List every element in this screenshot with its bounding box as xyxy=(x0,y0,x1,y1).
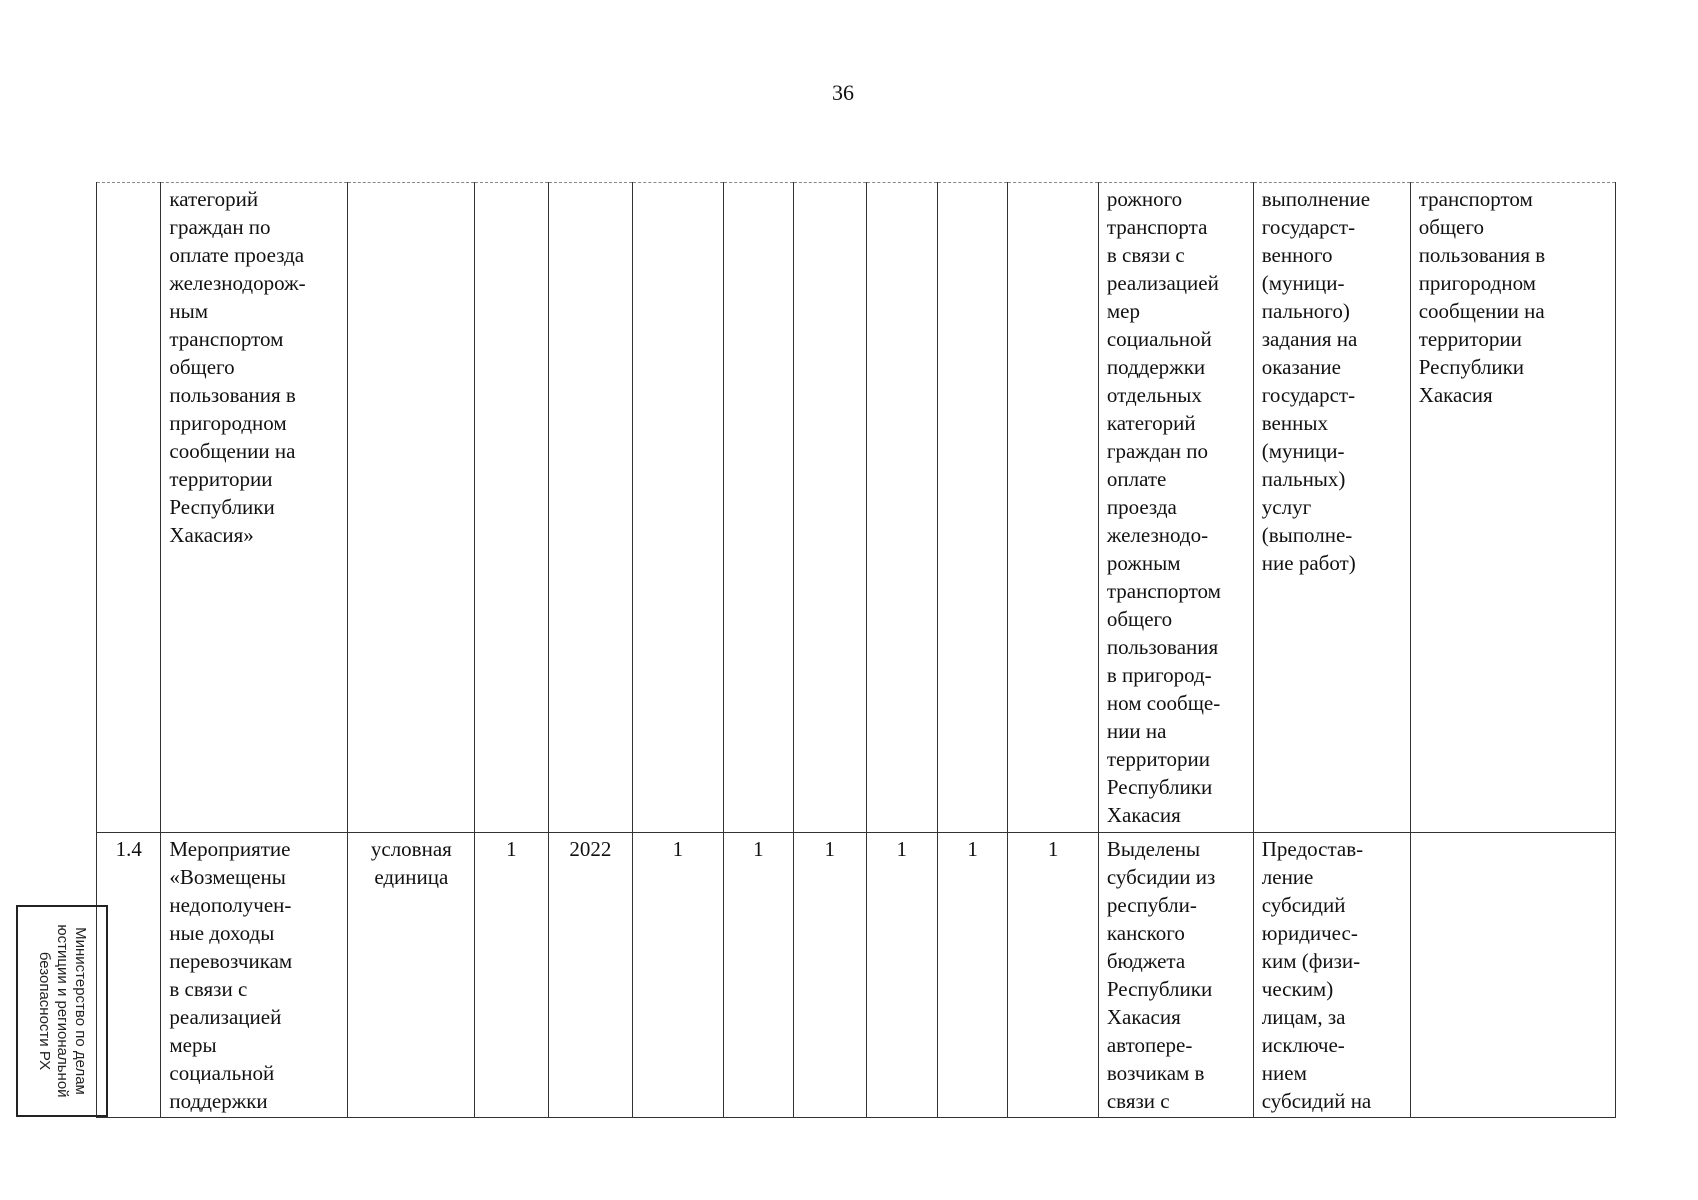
cell-value-1: 1 xyxy=(633,833,724,1118)
cell-service: Предостав- ление субсидий юридичес- ким (физи- ческим) лицам, за исключе- нием субсидий на xyxy=(1253,833,1410,1118)
cell-base: 1 xyxy=(475,833,548,1118)
cell-value-3: 1 xyxy=(794,833,866,1118)
cell-value-1 xyxy=(633,183,724,833)
indicators-table xyxy=(96,182,1616,1118)
cell-value-4 xyxy=(866,183,937,833)
cell-value-6 xyxy=(1008,183,1099,833)
stamp-text: Министерство по делам юстиции и региональной безопасности РХ xyxy=(36,924,89,1098)
table-row-continued xyxy=(97,183,1616,833)
cell-result: Выделены субсидии из республи- канского бюджета Республики Хакасия автопере- возчикам в связи с xyxy=(1098,833,1253,1118)
page-number: 36 xyxy=(832,80,854,105)
cell-value-4: 1 xyxy=(866,833,937,1118)
cell-num xyxy=(97,183,161,833)
cell-year xyxy=(548,183,633,833)
cell-name: категорий граждан по оплате проезда железнодорож- ным транспортом общего пользования в пригородном сообщении на территории Республики Хакасия» xyxy=(161,183,348,833)
cell-num: 1.4 xyxy=(97,833,161,1118)
table-row-1-4 xyxy=(97,833,1616,1118)
cell-name: Мероприятие «Возмещены недополучен- ные доходы перевозчикам в связи с реализацией меры социальной поддержки xyxy=(161,833,348,1118)
cell-unit: условная единица xyxy=(348,833,475,1118)
cell-value-5 xyxy=(937,183,1007,833)
cell-service: выполнение государст- венного (муници- пального) задания на оказание государст- венных (муници- пальных) услуг (выполне- ние работ) xyxy=(1253,183,1410,833)
cell-value-2: 1 xyxy=(723,833,793,1118)
cell-result: рожного транспорта в связи с реализацией мер социальной поддержки отдельных категорий граждан по оплате проезда железнодо- рожным транспортом общего пользования в пригород- ном сообще- нии на территории Республики Хакасия xyxy=(1098,183,1253,833)
cell-value-3 xyxy=(794,183,866,833)
cell-value-2 xyxy=(723,183,793,833)
cell-note xyxy=(1410,833,1615,1118)
cell-year: 2022 xyxy=(548,833,633,1118)
cell-value-5: 1 xyxy=(937,833,1007,1118)
cell-value-6: 1 xyxy=(1008,833,1099,1118)
ministry-stamp xyxy=(16,905,108,1117)
cell-base xyxy=(475,183,548,833)
cell-note: транспортом общего пользования в пригородном сообщении на территории Республики Хакасия xyxy=(1410,183,1615,833)
cell-unit xyxy=(348,183,475,833)
